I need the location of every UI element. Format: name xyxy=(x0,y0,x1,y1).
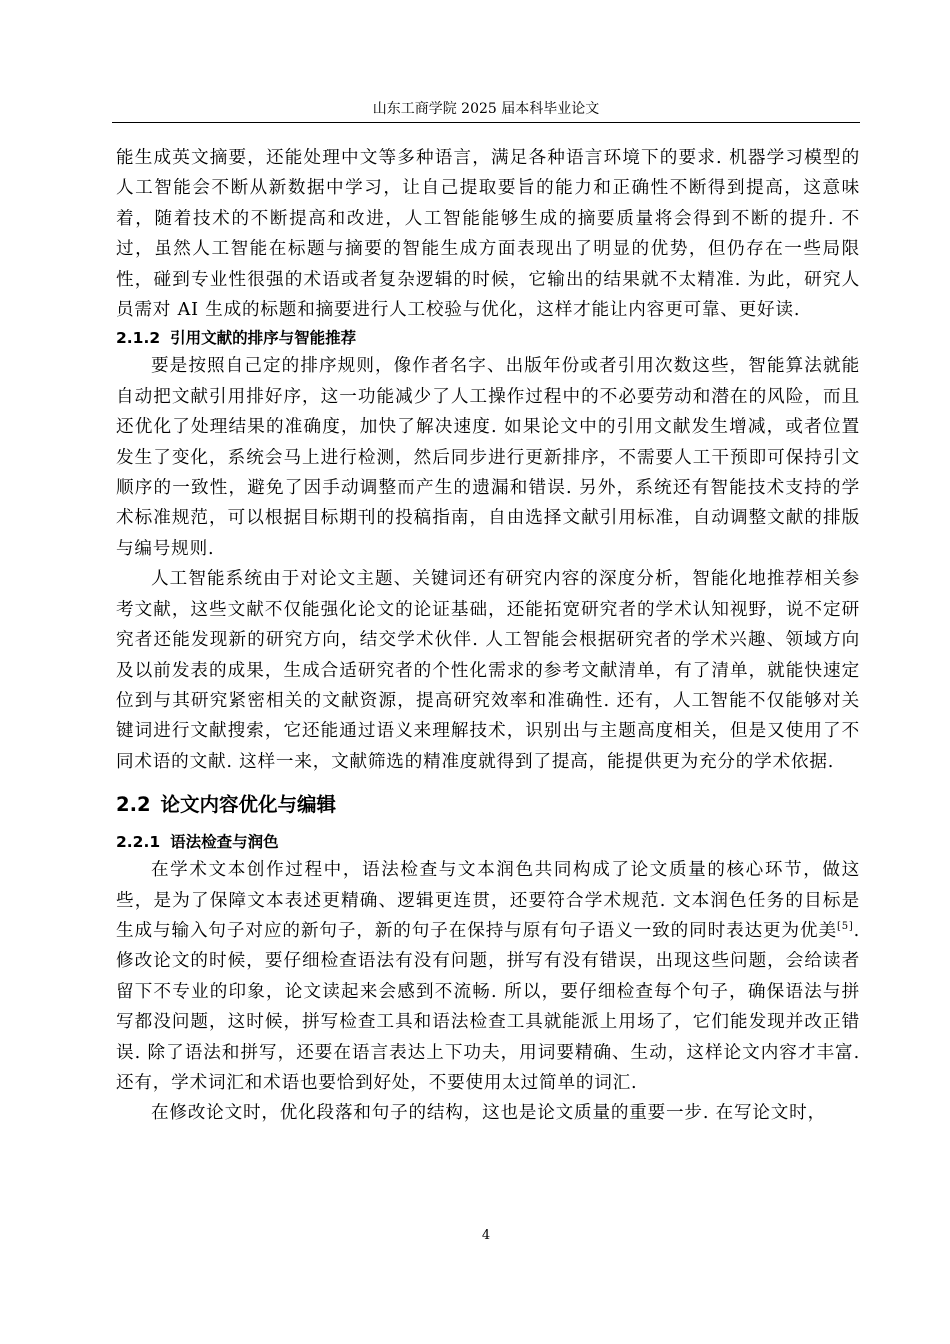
paragraph-text: . 修改论文的时候，要仔细检查语法有没有问题，拼写有没有错误，出现这些问题，会给读者留下不专业的印象，论文读起来会感到不流畅. 所以，要仔细检查每个句子，确保语法与拼写都没问题，这时候，拼写检查工具和语法检查工具就能派上用场了，它们能发现并改正错误. 除了语法和拼写，还要在语言表达上下功夫，用词要精确、生动，这样论文内容才丰富. 还有，学术词汇和术语也要恰到好处，不要使用太过简单的词汇. xyxy=(116,920,860,1093)
section-heading-2-2 xyxy=(116,790,860,820)
section-title: 语法检查与润色 xyxy=(170,833,279,852)
paragraph: 要是按照自己定的排序规则，像作者名字、出版年份或者引用次数这些，智能算法就能自动把文献引用排好序，这一功能减少了人工操作过程中的不必要劳动和潜在的风险，而且还优化了处理结果的准确度，加快了解决速度. 如果论文中的引用文献发生增减，或者位置发生了变化，系统会马上进行检测，然后同步进行更新排序，不需要人工干预即可保持引文顺序的一致性，避免了因手动调整而产生的遗漏和错误. 另外，系统还有智能技术支持的学术标准规范，可以根据目标期刊的投稿指南，自由选择文献引用标准，自动调整文献的排版与编号规则. xyxy=(116,356,860,559)
section-number: 2.1.2 xyxy=(116,329,161,348)
page-number: 4 xyxy=(481,1228,491,1243)
paragraph: 在修改论文时，优化段落和句子的结构，这也是论文质量的重要一步. 在写论文时， xyxy=(151,1103,826,1124)
paragraph: 人工智能系统由于对论文主题、关键词还有研究内容的深度分析，智能化地推荐相关参考文献，这些文献不仅能强化论文的论证基础，还能拓宽研究者的学术认知视野，说不定研究者还能发现新的研究方向，结交学术伙伴. 人工智能会根据研究者的学术兴趣、领域方向及以前发表的成果，生成合适研究者的个性化需求的参考文献清单，有了清单，就能快速定位到与其研究紧密相关的文献资源，提高研究效率和准确性. 还有，人工智能不仅能够对关键词进行文献搜索，它还能通过语义来理解技术，识别出与主题高度相关，但是又使用了不同术语的文献. 这样一来，文献筛选的精准度就得到了提高，能提供更为充分的学术依据. xyxy=(116,569,860,772)
section-number: 2.2.1 xyxy=(116,833,161,852)
running-header: 山东工商学院 2025 届本科毕业论文 xyxy=(372,101,600,117)
section-heading-2-2-1 xyxy=(116,829,860,855)
paragraph xyxy=(116,855,860,1098)
paragraph-continued: 能生成英文摘要，还能处理中文等多种语言，满足各种语言环境下的要求. 机器学习模型的人工智能会不断从新数据中学习，让自己提取要旨的能力和正确性不断得到提高，这意味着，随着技术的不断提高和改进，人工智能能够生成的摘要质量将会得到不断的提升. 不过，虽然人工智能在标题与摘要的智能生成方面表现出了明显的优势，但仍存在一些局限性，碰到专业性很强的术语或者复杂逻辑的时候，它输出的结果就不太精准. 为此，研究人员需对 AI 生成的标题和摘要进行人工校验与优化，这样才能让内容更可靠、更好读. xyxy=(116,148,860,321)
paragraph-text: 在学术文本创作过程中，语法检查与文本润色共同构成了论文质量的核心环节，做这些，是为了保障文本表述更精确、逻辑更连贯，还要符合学术规范. 文本润色任务的目标是生成与输入句子对应的新句子，新的句子在保持与原有句子语义一致的同时表达更为优美 xyxy=(116,860,860,941)
citation-marker: [5] xyxy=(837,921,854,933)
section-title: 论文内容优化与编辑 xyxy=(160,793,337,817)
header-rule xyxy=(112,122,860,123)
body-text xyxy=(116,143,860,1129)
section-title: 引用文献的排序与智能推荐 xyxy=(170,329,357,348)
section-number: 2.2 xyxy=(116,793,151,817)
section-heading-2-1-2 xyxy=(116,325,860,351)
